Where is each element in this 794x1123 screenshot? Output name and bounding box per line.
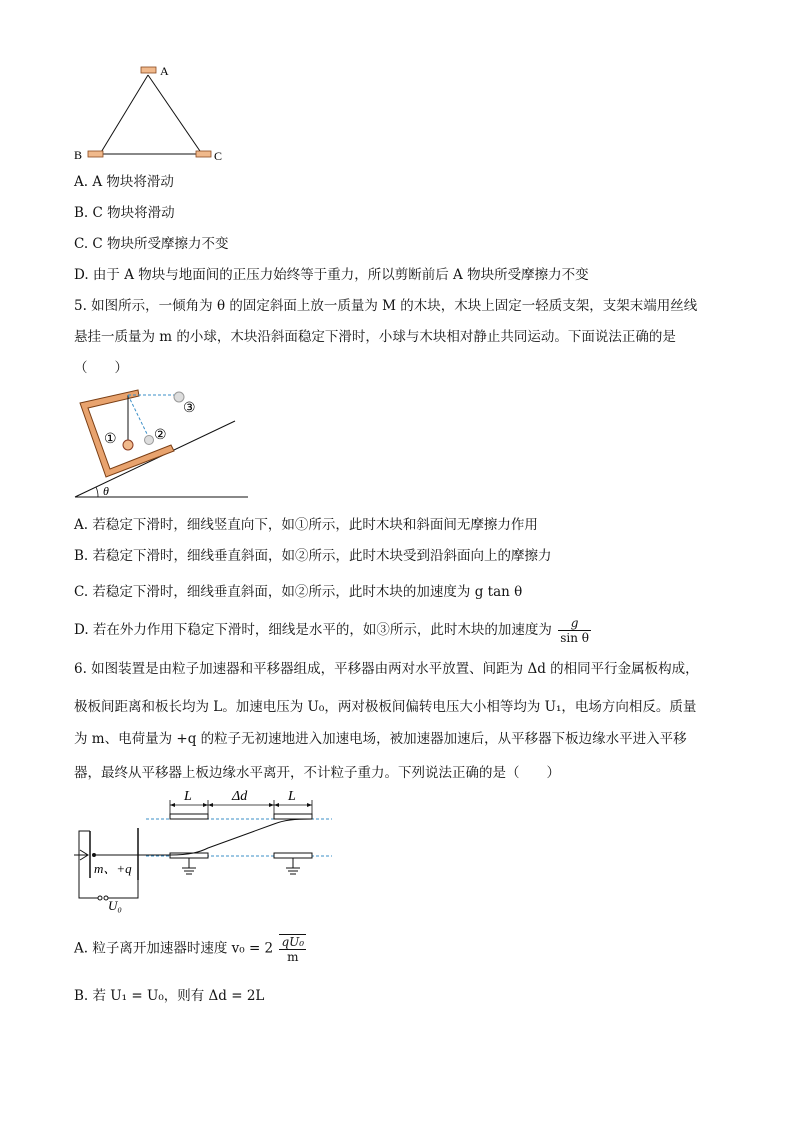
mark-1: ① xyxy=(104,432,117,447)
q6-option-a xyxy=(74,934,306,964)
angle-label: θ xyxy=(103,484,109,498)
q4-option-c: C. C 物块所受摩擦力不变 xyxy=(74,236,229,252)
ball-1 xyxy=(123,440,133,450)
q5-option-d-fraction xyxy=(558,616,591,645)
block-c xyxy=(196,151,211,157)
q5-stem-line1: 5. 如图所示，一倾角为 θ 的固定斜面上放一质量为 M 的木块，木块上固定一轻质支架，支架末端用丝线 xyxy=(74,298,698,314)
mark-2: ② xyxy=(154,428,167,443)
q4-option-d: D. 由于 A 物块与地面间的正压力始终等于重力，所以剪断前后 A 物块所受摩擦力不变 xyxy=(74,267,589,283)
fraction-numerator: g xyxy=(558,616,591,631)
trajectory xyxy=(170,819,312,855)
string-2 xyxy=(128,395,148,436)
q6-stem-line1: 6. 如图装置是由粒子加速器和平移器组成，平移器由两对水平放置、间距为 Δd 的相同平行金属板构成， xyxy=(74,661,699,677)
q5-stem-line2: 悬挂一质量为 m 的小球，木块沿斜面稳定下滑时，小球与木块相对静止共同运动。下面说法正确的是 xyxy=(74,329,676,345)
q6-option-b: B. 若 U₁ = U₀，则有 Δd = 2L xyxy=(74,988,265,1004)
label-l2: L xyxy=(288,789,296,804)
q6-option-a-fraction xyxy=(279,935,306,964)
upper-plate-2 xyxy=(274,814,312,819)
q4-option-a: A. A 物块将滑动 xyxy=(74,174,174,190)
label-u0: U₀ xyxy=(108,898,122,913)
label-c: C xyxy=(214,149,223,163)
block-a xyxy=(141,67,156,73)
q5-option-d xyxy=(74,616,591,645)
q6-stem-line4: 器，最终从平移器上板边缘水平离开，不计粒子重力。下列说法正确的是（ ） xyxy=(74,765,560,781)
q4-option-b: B. C 物块将滑动 xyxy=(74,205,175,221)
q5-option-b: B. 若稳定下滑时，细线垂直斜面，如②所示，此时木块受到沿斜面向上的摩擦力 xyxy=(74,548,552,564)
accelerator-figure xyxy=(70,786,335,914)
fraction-denominator: m xyxy=(287,950,299,964)
q5-stem-line3: （ ） xyxy=(74,360,128,376)
inlet-arrow xyxy=(74,850,88,860)
label-mq: m、+q xyxy=(94,861,132,876)
upper-plate-1 xyxy=(170,814,208,819)
q6-stem-line2: 极板间距离和板长均为 L。加速电压为 U₀，两对极板间偏转电压大小相等均为 U₁，电场方向相反。质量 xyxy=(74,699,697,715)
q6-option-a-text: A. 粒子离开加速器时速度 v₀ = 2 xyxy=(74,940,274,957)
triangle-figure xyxy=(74,62,230,172)
fraction-denominator: sin θ xyxy=(560,631,589,645)
fraction-numerator: qU₀ xyxy=(281,935,305,949)
q5-option-d-text: D. 若在外力作用下稳定下滑时，细线是水平的，如③所示，此时木块的加速度为 xyxy=(74,622,552,638)
label-a: A xyxy=(160,64,169,78)
mark-3: ③ xyxy=(183,401,196,416)
incline-figure xyxy=(70,385,260,503)
label-b: B xyxy=(74,148,83,162)
q5-option-a: A. 若稳定下滑时，细线竖直向下，如①所示，此时木块和斜面间无摩擦力作用 xyxy=(74,517,538,533)
q6-stem-line3: 为 m、电荷量为 +q 的粒子无初速地进入加速电场，被加速器加速后，从平移器下板边缘水平进入平移 xyxy=(74,731,687,747)
q5-option-c: C. 若稳定下滑时，细线垂直斜面，如②所示，此时木块的加速度为 g tan θ xyxy=(74,584,523,600)
block-b xyxy=(88,151,103,157)
ball-2 xyxy=(145,436,154,445)
lower-plate-2 xyxy=(274,853,312,858)
angle-arc xyxy=(96,487,98,497)
label-delta-d: Δd xyxy=(232,789,248,804)
label-l1: L xyxy=(184,789,192,804)
